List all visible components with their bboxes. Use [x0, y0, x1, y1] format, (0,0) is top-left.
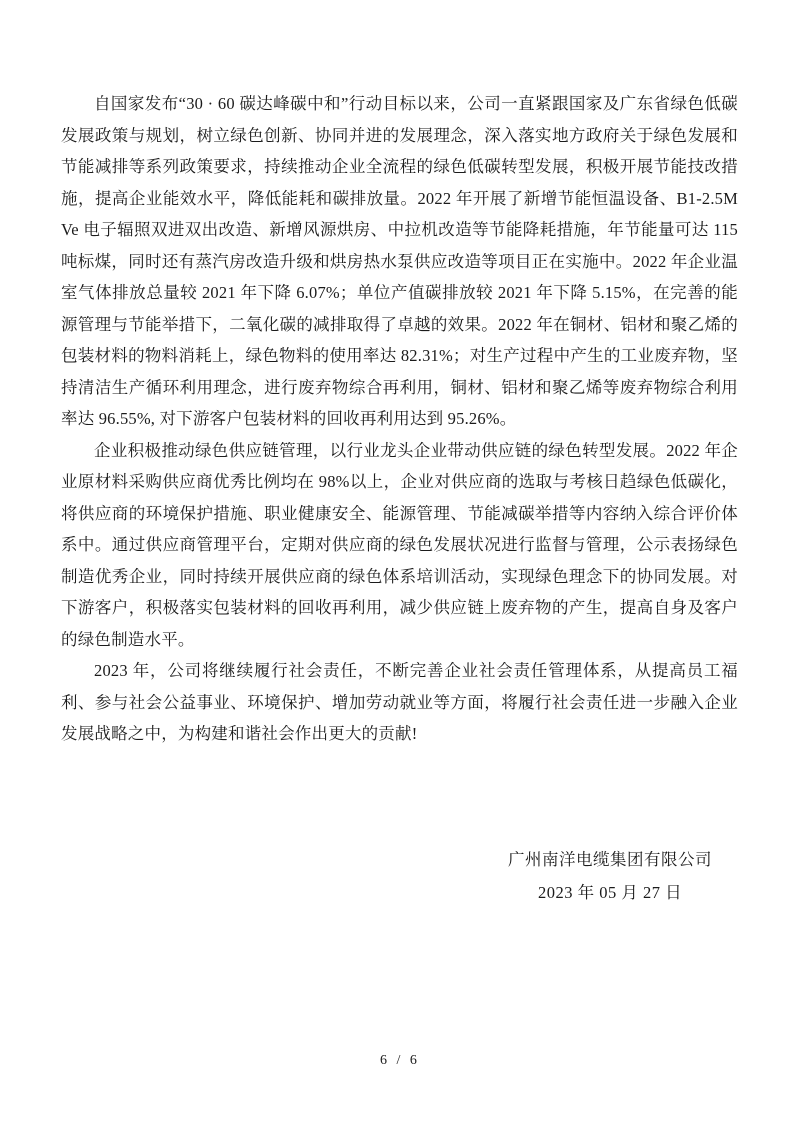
paragraph-green-low-carbon: 自国家发布“30 · 60 碳达峰碳中和”行动目标以来，公司一直紧跟国家及广东省绿色低碳发展政策与规划，树立绿色创新、协同并进的发展理念，深入落实地方政府关于绿色发展和节能减排等系列政策要求，持续推动企业全流程的绿色低碳转型发展，积极开展节能技改措施，提高企业能效水平，降低能耗和碳排放量。2022 年开展了新增节能恒温设备、B1-2.5MVe 电子辐照双进双出改造、新增风源烘房、中拉机改造等节能降耗措施，年节能量可达 115 吨标煤，同时还有蒸汽房改造升级和烘房热水泵供应改造等项目正在实施中。2022 年企业温室气体排放总量较 2021 年下降 6.07%；单位产值碳排放较 2021 年下降 5.15%，在完善的能源管理与节能举措下，二氧化碳的减排取得了卓越的效果。2022 年在铜材、铝材和聚乙烯的包装材料的物料消耗上，绿色物料的使用率达 82.31%；对生产过程中产生的工业废弃物，坚持清洁生产循环利用理念，进行废弃物综合再利用，铜材、铝材和聚乙烯等废弃物综合利用率达 96.55%, 对下游客户包装材料的回收再利用达到 95.26%。 [61, 94, 738, 428]
company-name: 广州南洋电缆集团有限公司 [508, 850, 712, 869]
signature-block [508, 843, 712, 909]
paragraph-2023-outlook: 2023 年，公司将继续履行社会责任，不断完善企业社会责任管理体系，从提高员工福利、参与社会公益事业、环境保护、增加劳动就业等方面，将履行社会责任进一步融入企业发展战略之中，为构建和谐社会作出更大的贡献! [61, 661, 738, 743]
signature-date: 2023 年 05 月 27 日 [537, 883, 683, 902]
document-body [61, 88, 738, 750]
page-number: 6 / 6 [380, 1053, 420, 1068]
page-footer [0, 1051, 800, 1069]
paragraph-green-supply-chain: 企业积极推动绿色供应链管理，以行业龙头企业带动供应链的绿色转型发展。2022 年企业原材料采购供应商优秀比例均在 98%以上，企业对供应商的选取与考核日趋绿色低碳化，将供应商的环境保护措施、职业健康安全、能源管理、节能减碳举措等内容纳入综合评价体系中。通过供应商管理平台，定期对供应商的绿色发展状况进行监督与管理，公示表扬绿色制造优秀企业，同时持续开展供应商的绿色体系培训活动，实现绿色理念下的协同发展。对下游客户，积极落实包装材料的回收再利用，减少供应链上废弃物的产生，提高自身及客户的绿色制造水平。 [61, 440, 738, 649]
